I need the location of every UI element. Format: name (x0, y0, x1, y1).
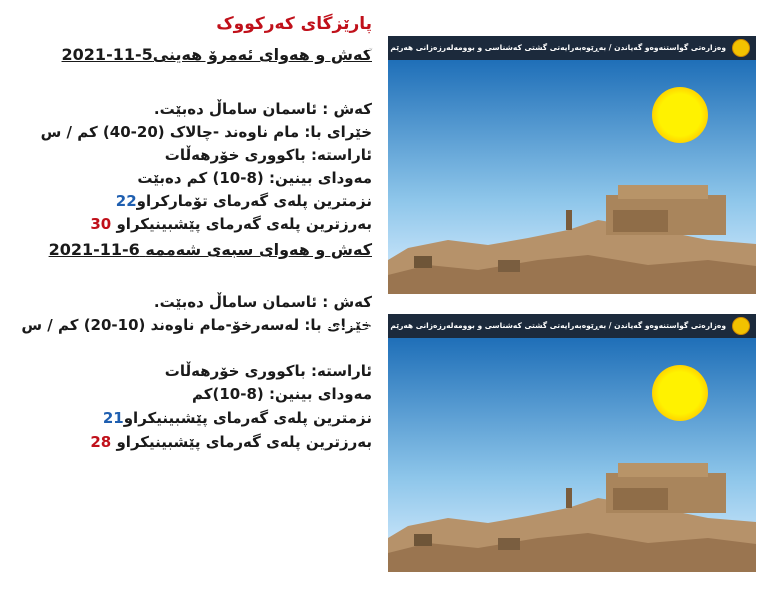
weather-panel-tomorrow (326, 314, 756, 572)
today-visibility: مەودای بینین: (8-10) کم دەبێت (137, 169, 372, 187)
tomorrow-header-prefix: کەش و هەوای سبەی شەممە (145, 240, 372, 259)
today-sky: کەش : ئاسمان ساماڵ دەبێت. (153, 100, 372, 118)
today-direction: ئاراستە: باکووری خۆرهەڵات (164, 146, 372, 164)
today-header-prefix: کەش و هەوای ئەمرۆ هەینی (152, 45, 372, 64)
sun-icon (652, 87, 708, 143)
tomorrow-date: 2021-11-6 (48, 240, 140, 259)
kurdistan-emblem-icon (732, 39, 750, 57)
today-wind: خێرای با: مام ناوەند -چالاک (20-40) کم / س (40, 123, 372, 141)
tomorrow-sky: کەش : ئاسمان ساماڵ دەبێت. (153, 293, 372, 311)
tomorrow-min-value: 21 (102, 409, 124, 427)
governorate-title: پارێزگای کەرکووک (216, 14, 372, 34)
sun-icon (652, 365, 708, 421)
citadel-scene (388, 338, 756, 572)
today-min (12, 191, 372, 211)
kurdistan-emblem-icon (732, 317, 750, 335)
today-max-label: بەرزترین پلەی گەرمای پێشبینیکراو (116, 215, 372, 233)
today-date: 2021-11-5 (61, 45, 153, 64)
today-max (12, 214, 372, 234)
tomorrow-wind: خێرای با: لەسەرخۆ-مام ناوەند (10-20) کم / س (21, 316, 372, 334)
tomorrow-min (12, 408, 372, 428)
tomorrow-max (12, 432, 372, 452)
tomorrow-visibility: مەودای بینین: (8-10)کم (192, 385, 372, 403)
today-max-value: 30 (90, 215, 112, 233)
citadel-scene (388, 60, 756, 294)
tomorrow-max-value: 28 (90, 433, 112, 451)
tomorrow-min-label: نزمترین پلەی گەرمای پێشبینیکراو (123, 409, 372, 427)
today-header (12, 45, 372, 65)
tomorrow-direction: ئاراستە: باکووری خۆرهەڵات (164, 362, 372, 380)
ministry-banner: وەزارەتی گواستنەوەو گەیاندن / بەڕێوەبەرایەتی گشتی کەشناسی و بوومەلەرزەزانی هەرێم - بەشی پێشبینی (388, 36, 756, 60)
tomorrow-max-label: بەرزترین پلەی گەرمای پێشبینیکراو (116, 433, 372, 451)
ministry-banner: وەزارەتی گواستنەوەو گەیاندن / بەڕێوەبەرایەتی گشتی کەشناسی و بوومەلەرزەزانی هەرێم - بەشی پێشبینی (388, 314, 756, 338)
weather-panel-today (326, 36, 756, 294)
today-min-value: 22 (115, 192, 137, 210)
tomorrow-header (12, 240, 372, 260)
today-min-label: نزمترین پلەی گەرمای تۆمارکراو (136, 192, 372, 210)
